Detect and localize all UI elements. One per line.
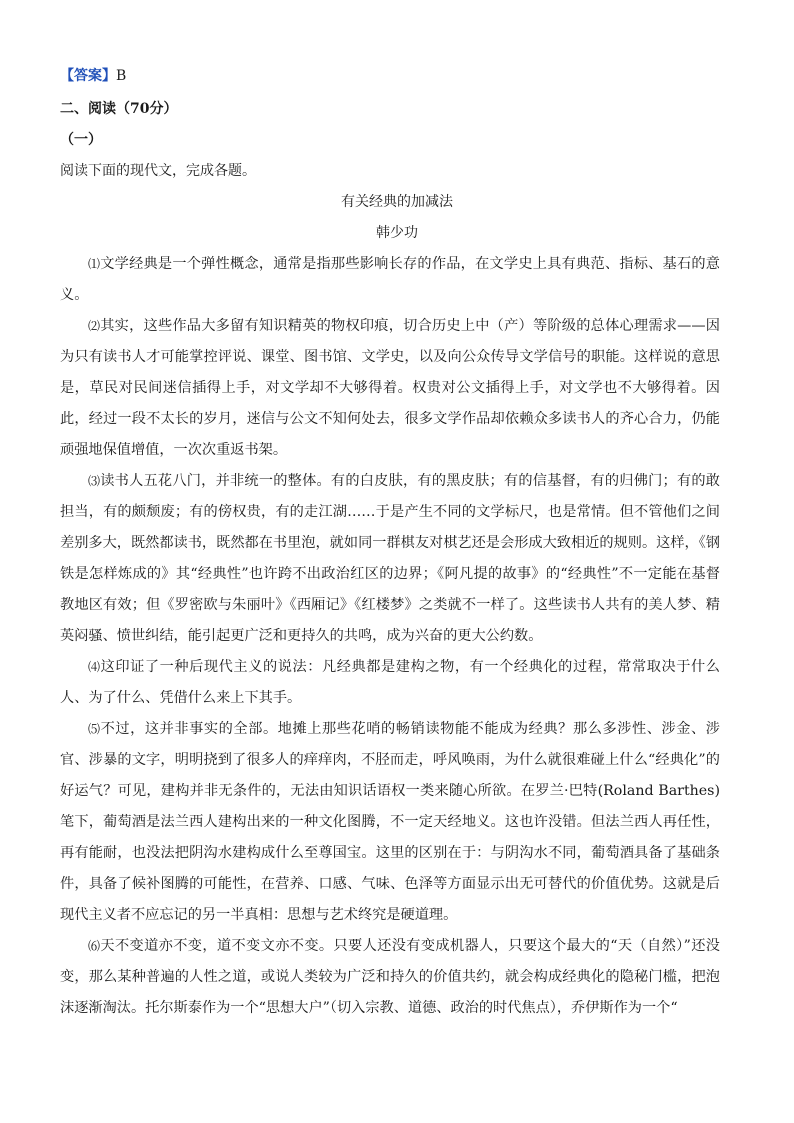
instruction-text: 阅读下面的现代文，完成各题。: [60, 163, 256, 179]
paragraph-text: 读书人五花八门，并非统一的整体。有的白皮肤，有的黑皮肤；有的信基督，有的归佛门；有的敢担当，有的颇颓废；有的傍权贵，有的走江湖……于是产生不同的文学标尺，也是常情。但不管他们之间差别多大，既然都读书，既然都在书里泡，就如同一群棋友对棋艺还是会形成大致相近的规则。这样，《钢铁是怎样炼成的》其“经典性”也许跨不出政治红区的边界；《阿凡提的故事》的“经典性”不一定能在基督教地区有效；但《罗密欧与朱丽叶》《西厢记》《红楼梦》之类就不一样了。这些读书人共有的美人梦、精英闷骚、愤世纠结，能引起更广泛和更持久的共鸣，成为兴奋的更大公约数。: [60, 473, 720, 644]
section-subheading: （一）: [60, 132, 102, 148]
paragraph-number: ⑷: [88, 660, 101, 674]
paragraph-text: 其实，这些作品大多留有知识精英的物权印痕，切合历史上中（产）等阶级的总体心理需求——因为只有读书人才可能掌控评说、课堂、图书馆、文学史，以及向公众传导文学信号的职能。这样说的意思是，草民对民间迷信插得上手，对文学却不大够得着。权贵对公文插得上手，对文学也不大够得着。因此，经过一段不太长的岁月，迷信与公文不知何处去，很多文学作品却依赖众多读书人的齐心合力，仍能顽强地保值增值，一次次重返书架。: [60, 318, 720, 458]
answer-line: [60, 66, 720, 86]
article-title: 有关经典的加减法: [341, 194, 453, 210]
paragraph-number: ⑵: [88, 319, 101, 333]
paragraph-text: 不过，这并非事实的全部。地摊上那些花哨的畅销读物能不能成为经典？那么多涉性、涉金、涉官、涉暴的文字，明明挠到了很多人的痒痒肉，不胫而走，呼风唤雨，为什么就很难碰上什么“经典化”的好运气？可见，建构并非无条件的，无法由知识话语权一类来随心所欲。在罗兰·巴特(Roland Barthes)笔下，葡萄酒是法兰西人建构出来的一种文化图腾，不一定天经地义。这也许没错。但法兰西人再任性，再有能耐，也没法把阴沟水建构成什么至尊国宝。这里的区别在于：与阴沟水不同，葡萄酒具备了基础条件，具备了候补图腾的可能性，在营养、口感、气味、色泽等方面显示出无可替代的价值优势。这就是后现代主义者不应忘记的另一半真相：思想与艺术终究是硬道理。: [60, 721, 720, 923]
paragraph-4: [60, 652, 720, 714]
paragraph-3: [60, 466, 720, 652]
paragraph-6: [60, 931, 720, 1024]
answer-label: 【答案】: [60, 68, 116, 84]
paragraph-text: 天不变道亦不变，道不变文亦不变。只要人还没有变成机器人，只要这个最大的“天（自然）”还没变，那么某种普遍的人性之道，或说人类较为广泛和持久的价值共约，就会构成经典化的隐秘门槛，把泡沫逐渐淘汰。托尔斯泰作为一个“思想大户”（切入宗教、道德、政治的时代焦点），乔伊斯作为一个“: [60, 938, 720, 1016]
article-author: 韩少功: [376, 225, 418, 241]
paragraph-text: 这印证了一种后现代主义的说法：凡经典都是建构之物，有一个经典化的过程，常常取决于什么人、为了什么、凭借什么来上下其手。: [60, 659, 720, 706]
paragraph-1: [60, 249, 720, 311]
paragraph-2: [60, 311, 720, 466]
paragraph-5: [60, 714, 720, 931]
paragraph-number: ⑹: [88, 939, 101, 953]
paragraph-number: ⑴: [88, 257, 101, 271]
paragraph-text: 文学经典是一个弹性概念，通常是指那些影响长存的作品，在文学史上具有典范、指标、基石的意义。: [60, 256, 720, 303]
paragraph-number: ⑸: [88, 722, 101, 736]
section-heading: 二、阅读（70分）: [60, 101, 178, 117]
paragraph-number: ⑶: [88, 474, 101, 488]
answer-value: B: [116, 68, 127, 84]
